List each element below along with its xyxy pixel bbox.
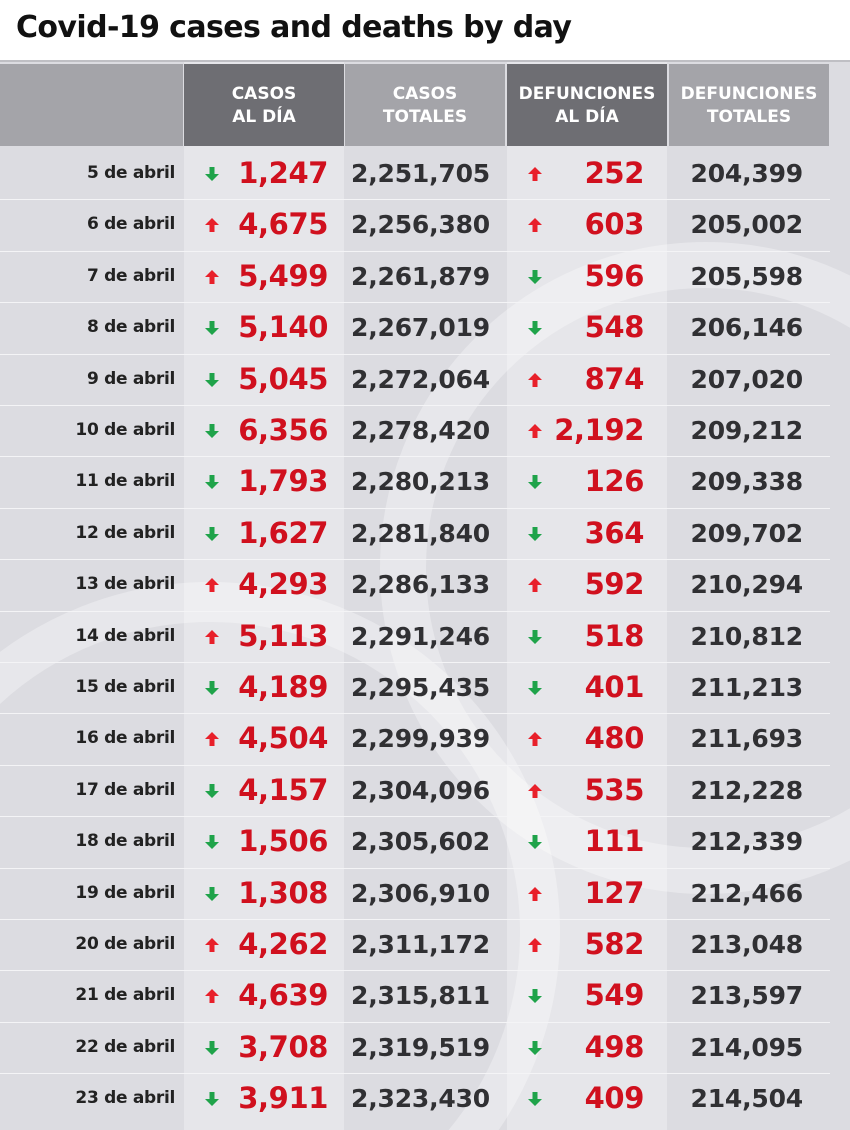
arrow-up-icon — [204, 269, 220, 285]
defunciones-al-dia-value: 549 — [584, 978, 644, 1012]
casos-totales-value: 2,278,420 — [351, 416, 490, 445]
row-date-label: 19 de abril — [75, 883, 175, 903]
casos-al-dia-value: 1,308 — [238, 876, 328, 910]
data-table — [0, 62, 850, 1130]
casos-al-dia-value: 1,793 — [238, 464, 328, 498]
defunciones-totales-value: 206,146 — [690, 313, 803, 342]
arrow-down-icon — [527, 629, 543, 645]
row-date-label: 20 de abril — [75, 934, 175, 954]
table-row — [0, 302, 830, 353]
table-row — [0, 713, 830, 764]
arrow-down-icon — [204, 320, 220, 336]
casos-totales-value: 2,299,939 — [351, 724, 490, 753]
arrow-up-icon — [204, 937, 220, 953]
table-row — [0, 354, 830, 405]
defunciones-al-dia-value: 592 — [584, 567, 644, 601]
table-row — [0, 970, 830, 1021]
casos-al-dia-value: 3,708 — [238, 1030, 328, 1064]
row-date-label: 12 de abril — [75, 523, 175, 543]
row-date-label: 17 de abril — [75, 780, 175, 800]
row-date-label: 15 de abril — [75, 677, 175, 697]
column-header-label: AL DÍA — [232, 107, 296, 127]
defunciones-totales-value: 204,399 — [690, 159, 803, 188]
arrow-down-icon — [527, 526, 543, 542]
casos-totales-value: 2,272,064 — [351, 365, 490, 394]
defunciones-totales-value: 207,020 — [690, 365, 803, 394]
defunciones-totales-value: 212,339 — [690, 827, 803, 856]
arrow-up-icon — [527, 166, 543, 182]
column-header-defunciones-totales — [669, 64, 829, 146]
defunciones-al-dia-value: 111 — [584, 824, 644, 858]
defunciones-al-dia-value: 252 — [584, 156, 644, 190]
table-row — [0, 251, 830, 302]
casos-totales-value: 2,286,133 — [351, 570, 490, 599]
arrow-down-icon — [527, 1040, 543, 1056]
column-header-label: TOTALES — [382, 107, 468, 127]
defunciones-al-dia-value: 518 — [584, 619, 644, 653]
casos-al-dia-value: 1,506 — [238, 824, 328, 858]
defunciones-al-dia-value: 535 — [584, 773, 644, 807]
casos-totales-value: 2,251,705 — [351, 159, 490, 188]
casos-al-dia-value: 4,504 — [238, 721, 328, 755]
defunciones-totales-value: 214,504 — [690, 1084, 803, 1113]
defunciones-totales-value: 209,338 — [690, 467, 803, 496]
defunciones-al-dia-value: 874 — [584, 362, 644, 396]
defunciones-al-dia-value: 364 — [584, 516, 644, 550]
defunciones-totales-value: 205,598 — [690, 262, 803, 291]
arrow-down-icon — [527, 1091, 543, 1107]
defunciones-totales-value: 210,294 — [690, 570, 803, 599]
arrow-down-icon — [527, 320, 543, 336]
casos-totales-value: 2,305,602 — [351, 827, 490, 856]
row-date-label: 7 de abril — [86, 266, 175, 286]
casos-al-dia-value: 4,293 — [238, 567, 328, 601]
arrow-down-icon — [204, 783, 220, 799]
defunciones-al-dia-value: 548 — [584, 310, 644, 344]
arrow-up-icon — [204, 577, 220, 593]
table-row — [0, 868, 830, 919]
defunciones-totales-value: 211,693 — [690, 724, 803, 753]
arrow-up-icon — [204, 217, 220, 233]
arrow-up-icon — [204, 988, 220, 1004]
casos-totales-value: 2,291,246 — [351, 622, 490, 651]
casos-al-dia-value: 3,911 — [238, 1081, 328, 1115]
column-header-casos-totales — [345, 64, 505, 146]
column-header-defunciones-al-dia — [507, 64, 667, 146]
arrow-up-icon — [527, 577, 543, 593]
table-row — [0, 405, 830, 456]
arrow-down-icon — [527, 834, 543, 850]
row-date-label: 5 de abril — [86, 163, 175, 183]
title-bar — [0, 0, 850, 62]
casos-al-dia-value: 4,675 — [238, 207, 328, 241]
defunciones-al-dia-value: 480 — [584, 721, 644, 755]
arrow-up-icon — [527, 886, 543, 902]
defunciones-al-dia-value: 2,192 — [554, 413, 644, 447]
casos-al-dia-value: 4,262 — [238, 927, 328, 961]
arrow-down-icon — [204, 1040, 220, 1056]
row-date-label: 16 de abril — [75, 728, 175, 748]
table-row — [0, 199, 830, 250]
casos-totales-value: 2,323,430 — [351, 1084, 490, 1113]
casos-al-dia-value: 4,189 — [238, 670, 328, 704]
casos-al-dia-value: 1,627 — [238, 516, 328, 550]
arrow-down-icon — [204, 1091, 220, 1107]
arrow-up-icon — [527, 372, 543, 388]
arrow-up-icon — [204, 731, 220, 747]
table-row — [0, 559, 830, 610]
arrow-up-icon — [527, 783, 543, 799]
column-header-label: DEFUNCIONES — [680, 84, 818, 104]
column-header-label: CASOS — [231, 84, 297, 104]
arrow-down-icon — [527, 269, 543, 285]
arrow-down-icon — [204, 372, 220, 388]
column-header-label: AL DÍA — [555, 107, 619, 127]
defunciones-al-dia-value: 401 — [584, 670, 644, 704]
table-row — [0, 148, 830, 199]
casos-totales-value: 2,304,096 — [351, 776, 490, 805]
defunciones-totales-value: 213,048 — [690, 930, 803, 959]
casos-totales-value: 2,261,879 — [351, 262, 490, 291]
column-header-label: DEFUNCIONES — [518, 84, 656, 104]
casos-totales-value: 2,319,519 — [351, 1033, 490, 1062]
header-blank-cell — [0, 64, 183, 146]
arrow-down-icon — [204, 526, 220, 542]
casos-al-dia-value: 4,157 — [238, 773, 328, 807]
casos-totales-value: 2,280,213 — [351, 467, 490, 496]
defunciones-totales-value: 209,702 — [690, 519, 803, 548]
defunciones-al-dia-value: 409 — [584, 1081, 644, 1115]
defunciones-totales-value: 214,095 — [690, 1033, 803, 1062]
defunciones-al-dia-value: 596 — [584, 259, 644, 293]
casos-totales-value: 2,281,840 — [351, 519, 490, 548]
row-date-label: 13 de abril — [75, 574, 175, 594]
casos-totales-value: 2,306,910 — [351, 879, 490, 908]
defunciones-al-dia-value: 126 — [584, 464, 644, 498]
arrow-down-icon — [204, 166, 220, 182]
casos-totales-value: 2,315,811 — [351, 981, 490, 1010]
column-header-label: TOTALES — [706, 107, 792, 127]
defunciones-totales-value: 212,228 — [690, 776, 803, 805]
casos-totales-value: 2,256,380 — [351, 210, 490, 239]
row-date-label: 9 de abril — [86, 369, 175, 389]
arrow-down-icon — [527, 474, 543, 490]
table-row — [0, 662, 830, 713]
defunciones-totales-value: 205,002 — [690, 210, 803, 239]
defunciones-totales-value: 209,212 — [690, 416, 803, 445]
casos-totales-value: 2,311,172 — [351, 930, 490, 959]
casos-totales-value: 2,295,435 — [351, 673, 490, 702]
row-date-label: 22 de abril — [75, 1037, 175, 1057]
row-date-label: 10 de abril — [75, 420, 175, 440]
row-date-label: 8 de abril — [86, 317, 175, 337]
arrow-down-icon — [527, 680, 543, 696]
arrow-up-icon — [527, 731, 543, 747]
casos-al-dia-value: 5,499 — [238, 259, 328, 293]
table-row — [0, 1073, 830, 1124]
column-header-label: CASOS — [392, 84, 458, 104]
casos-al-dia-value: 6,356 — [238, 413, 328, 447]
table-row — [0, 508, 830, 559]
arrow-up-icon — [527, 937, 543, 953]
casos-al-dia-value: 4,639 — [238, 978, 328, 1012]
row-date-label: 6 de abril — [86, 214, 175, 234]
row-date-label: 18 de abril — [75, 831, 175, 851]
arrow-up-icon — [527, 423, 543, 439]
casos-al-dia-value: 5,045 — [238, 362, 328, 396]
table-row — [0, 816, 830, 867]
arrow-up-icon — [527, 217, 543, 233]
defunciones-totales-value: 213,597 — [690, 981, 803, 1010]
table-row — [0, 1022, 830, 1073]
table-row — [0, 919, 830, 970]
defunciones-al-dia-value: 127 — [584, 876, 644, 910]
row-date-label: 11 de abril — [75, 471, 175, 491]
table-row — [0, 765, 830, 816]
arrow-down-icon — [204, 834, 220, 850]
row-date-label: 14 de abril — [75, 626, 175, 646]
defunciones-totales-value: 211,213 — [690, 673, 803, 702]
arrow-up-icon — [204, 629, 220, 645]
row-date-label: 23 de abril — [75, 1088, 175, 1108]
table-row — [0, 611, 830, 662]
arrow-down-icon — [204, 680, 220, 696]
defunciones-al-dia-value: 582 — [584, 927, 644, 961]
arrow-down-icon — [527, 988, 543, 1004]
casos-al-dia-value: 5,113 — [238, 619, 328, 653]
defunciones-al-dia-value: 603 — [584, 207, 644, 241]
casos-al-dia-value: 1,247 — [238, 156, 328, 190]
row-date-label: 21 de abril — [75, 985, 175, 1005]
arrow-down-icon — [204, 886, 220, 902]
casos-al-dia-value: 5,140 — [238, 310, 328, 344]
column-header-casos-al-dia — [184, 64, 344, 146]
table-row — [0, 456, 830, 507]
defunciones-al-dia-value: 498 — [584, 1030, 644, 1064]
arrow-down-icon — [204, 423, 220, 439]
casos-totales-value: 2,267,019 — [351, 313, 490, 342]
defunciones-totales-value: 210,812 — [690, 622, 803, 651]
arrow-down-icon — [204, 474, 220, 490]
defunciones-totales-value: 212,466 — [690, 879, 803, 908]
page-title: Covid-19 cases and deaths by day — [16, 10, 572, 45]
